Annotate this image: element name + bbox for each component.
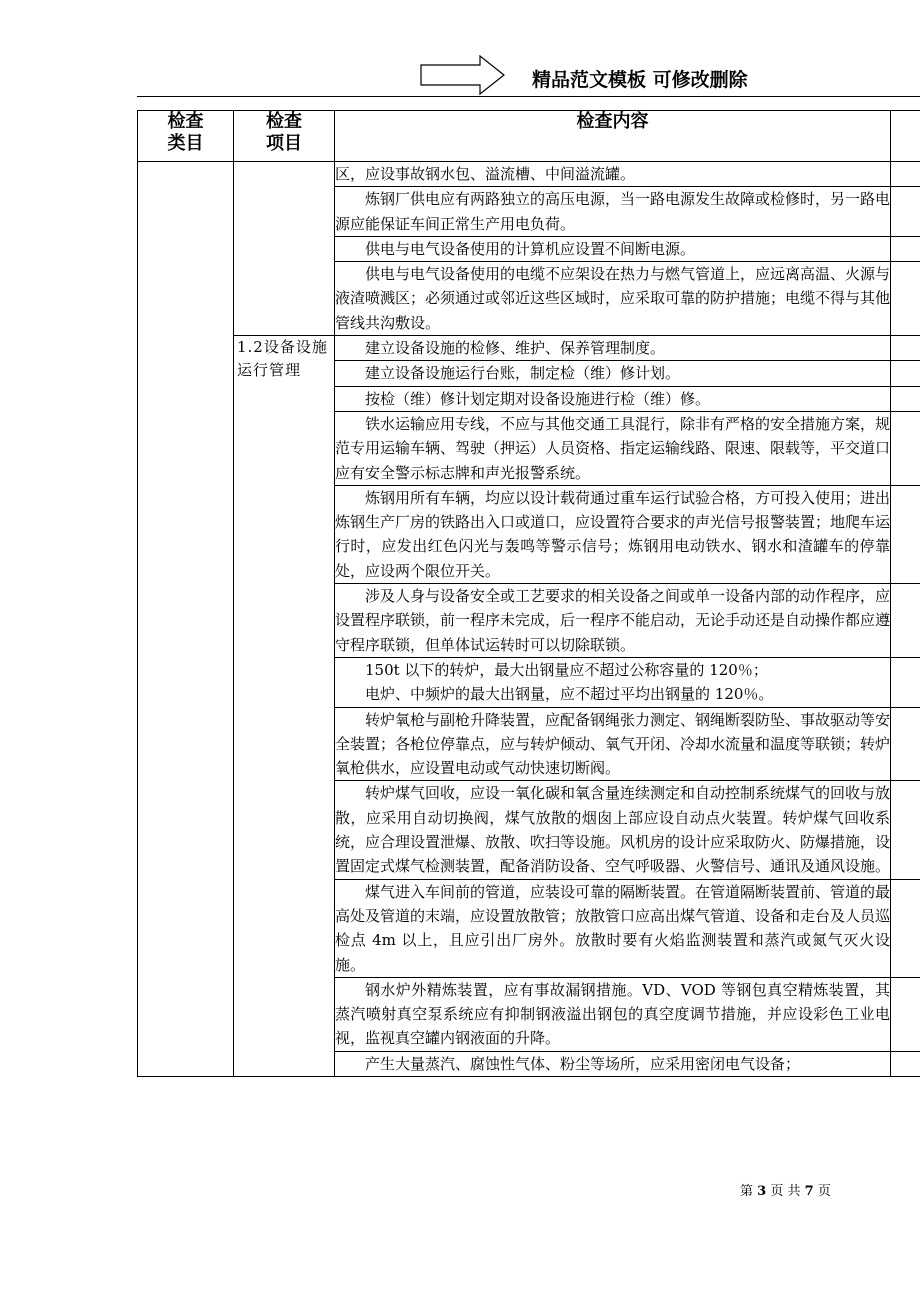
extra-cell [891, 336, 920, 361]
extra-cell [891, 162, 920, 187]
content-cell [335, 262, 891, 336]
content-paragraph: 钢水炉外精炼装置，应有事故漏钢措施。VD、VOD 等钢包真空精炼装置，其蒸汽喷射真空泵系统应有抑制钢液溢出钢包的真空度调节措施，并应设彩色工业电视，监视真空罐内钢液面的升降。 [335, 980, 890, 1048]
content-cell [335, 1051, 891, 1076]
right-arrow-icon [420, 55, 510, 95]
content-paragraph: 供电与电气设备使用的计算机应设置不间断电源。 [365, 239, 696, 258]
content-cell [335, 236, 891, 261]
content-cell [335, 485, 891, 583]
content-cell [335, 411, 891, 485]
content-paragraph: 铁水运输应用专线，不应与其他交通工具混行，除非有严格的安全措施方案，规范专用运输车辆、驾驶（押运）人员资格、指定运输线路、限速、限载等，平交道口应有安全警示标志牌和声光报警系统。 [335, 414, 891, 482]
content-cell [335, 707, 891, 781]
content-paragraph: 煤气进入车间前的管道，应装设可靠的隔断装置。在管道隔断装置前、管道的最高处及管道的末端，应设置放散管；放散管口应高出煤气管道、设备和走台及人员巡检点 4m 以上，且应引出厂房外。放散时要有火焰监测装置和蒸汽或氮气灭火设施。 [335, 882, 891, 974]
content-cell [335, 336, 891, 361]
item-label: 1.2设备设施运行管理 [237, 338, 328, 380]
extra-cell [891, 977, 920, 1051]
page-footer [740, 1180, 831, 1199]
extra-cell [891, 361, 920, 386]
header-item-text: 检查 项目 [266, 111, 302, 154]
table-row [138, 162, 920, 187]
extra-cell [891, 584, 920, 658]
extra-cell [891, 781, 920, 879]
content-paragraph: 炼钢用所有车辆，均应以设计载荷通过重车运行试验合格，方可投入使用；进出炼钢生产厂房的铁路出入口或道口，应设置符合要求的声光信号报警装置；地爬车运行时，应发出红色闪光与轰鸣等警示信号；炼钢用电动铁水、钢水和渣罐车的停靠处，应设两个限位开关。 [335, 488, 891, 580]
footer-suffix: 页 [817, 1184, 831, 1199]
table-header-row [138, 111, 920, 162]
content-paragraph: 转炉煤气回收，应设一氧化碳和氧含量连续测定和自动控制系统煤气的回收与放散，应采用自动切换阀，煤气放散的烟囱上部应设自动点火装置。转炉煤气回收系统，应合理设置泄爆、放散、吹扫等设施。风机房的设计应采取防火、防爆措施，设置固定式煤气检测装置，配备消防设备、空气呼吸器、火警信号、通讯及通风设施。 [335, 784, 891, 876]
table-row [138, 336, 920, 361]
content-cell [335, 657, 891, 707]
inspection-table [137, 110, 920, 1077]
content-paragraph: 产生大量蒸汽、腐蚀性气体、粉尘等场所，应采用密闭电气设备； [365, 1054, 801, 1073]
footer-prefix: 第 [740, 1184, 754, 1199]
extra-cell [891, 1051, 920, 1076]
header-rule [137, 96, 920, 97]
content-paragraph: 炼钢厂供电应有两路独立的高压电源，当一路电源发生故障或检修时，另一路电源应能保证车间正常生产用电负荷。 [335, 190, 891, 233]
content-paragraph: 涉及人身与设备安全或工艺要求的相关设备之间或单一设备内部的动作程序，应设置程序联锁，前一程序未完成，后一程序不能启动，无论手动还是自动操作都应遵守程序联锁，但单体试运转时可以切除联锁。 [335, 587, 891, 654]
content-cell [335, 781, 891, 879]
extra-cell [891, 485, 920, 583]
content-paragraph: 转炉氧枪与副枪升降装置，应配备钢绳张力测定、钢绳断裂防坠、事故驱动等安全装置；各枪位停靠点，应与转炉倾动、氧气开闭、冷却水流量和温度等联锁；转炉氧枪供水，应设置电动或气动快速切断阀。 [335, 710, 891, 778]
content-cell [335, 977, 891, 1051]
header-item [234, 111, 335, 162]
header-extra [891, 111, 920, 162]
content-cell [335, 879, 891, 977]
extra-cell [891, 262, 920, 336]
content-cell [335, 584, 891, 658]
content-paragraph: 供电与电气设备使用的电缆不应架设在热力与燃气管道上，应远离高温、火源与液渣喷溅区；必须通过或邻近这些区域时，应采取可靠的防护措施；电缆不得与其他管线共沟敷设。 [335, 265, 891, 332]
extra-cell [891, 707, 920, 781]
header-banner [420, 55, 790, 95]
header-category-text: 检查 类目 [167, 111, 204, 154]
content-paragraph: 电炉、中频炉的最大出钢量，应不超过平均出钢量的 120％。 [365, 685, 774, 704]
content-cell [335, 361, 891, 386]
header-content [335, 111, 891, 162]
extra-cell [891, 411, 920, 485]
category-cell [138, 162, 234, 1077]
banner-title: 精品范文模板 可修改删除 [532, 69, 748, 91]
content-paragraph: 区，应设事故钢水包、溢流槽、中间溢流罐。 [335, 165, 636, 183]
extra-cell [891, 187, 920, 237]
extra-cell [891, 879, 920, 977]
content-paragraph: 建立设备设施的检修、维护、保养管理制度。 [365, 339, 666, 358]
extra-cell [891, 386, 920, 411]
header-content-text: 检查内容 [576, 111, 649, 132]
footer-total: 7 [804, 1184, 814, 1199]
content-paragraph: 建立设备设施运行台账，制定检（维）修计划。 [365, 364, 681, 383]
header-category [138, 111, 234, 162]
extra-cell [891, 657, 920, 707]
item-cell [234, 336, 335, 1077]
content-cell [335, 386, 891, 411]
footer-mid: 页 共 [770, 1184, 801, 1199]
content-paragraph: 150t 以下的转炉，最大出钢量应不超过公称容量的 120％； [365, 660, 768, 679]
extra-cell [891, 236, 920, 261]
footer-page: 3 [757, 1184, 767, 1199]
content-cell [335, 162, 891, 187]
item-cell [234, 162, 335, 336]
content-paragraph: 按检（维）修计划定期对设备设施进行检（维）修。 [365, 389, 711, 408]
content-cell [335, 187, 891, 237]
